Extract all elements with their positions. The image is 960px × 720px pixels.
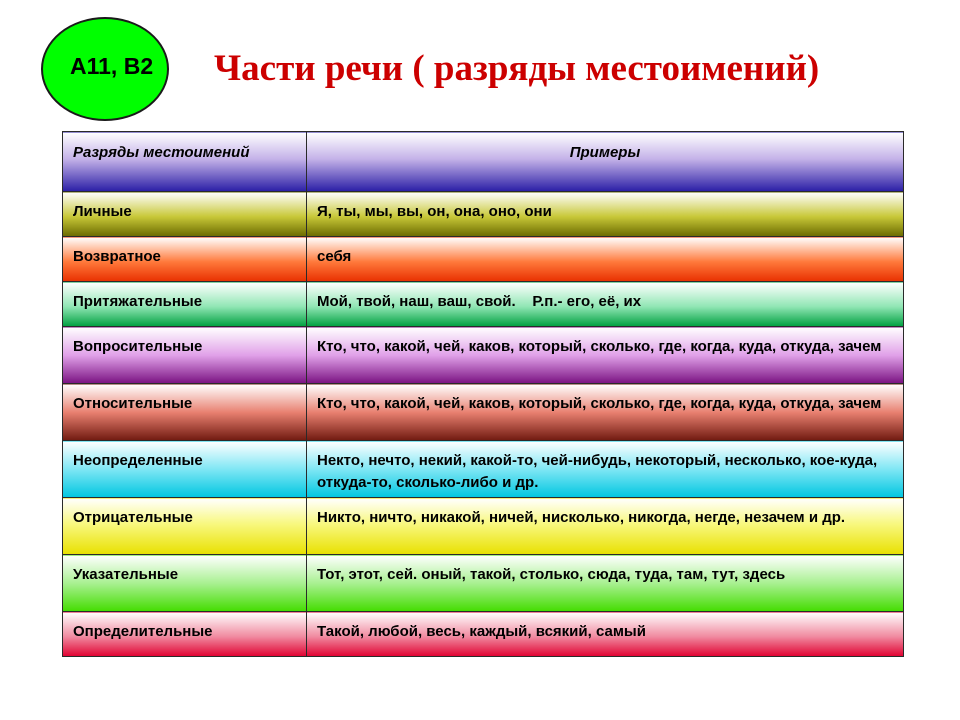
row-examples: Некто, нечто, некий, какой-то, чей-нибудь, некоторый, несколько, кое-куда, откуда-то, сколько-либо и др. <box>307 441 904 498</box>
row-examples: Тот, этот, сей. оный, такой, столько, сюда, туда, там, тут, здесь <box>307 555 904 612</box>
row-category: Личные <box>63 192 307 237</box>
table-header-row <box>63 132 904 192</box>
table-row <box>63 555 904 612</box>
row-examples: Кто, что, какой, чей, каков, который, сколько, где, когда, куда, откуда, зачем <box>307 327 904 384</box>
row-examples: Такой, любой, весь, каждый, всякий, самый <box>307 612 904 657</box>
row-category: Относительные <box>63 384 307 441</box>
table-row <box>63 327 904 384</box>
row-examples: Никто, ничто, никакой, ничей, нисколько, никогда, негде, незачем и др. <box>307 498 904 555</box>
row-examples: себя <box>307 237 904 282</box>
row-examples: Кто, что, какой, чей, каков, который, сколько, где, когда, куда, откуда, зачем <box>307 384 904 441</box>
row-category: Возвратное <box>63 237 307 282</box>
header-categories: Разряды местоимений <box>63 132 307 192</box>
pronoun-categories-table <box>62 131 904 657</box>
table-row <box>63 384 904 441</box>
row-category: Указательные <box>63 555 307 612</box>
row-examples: Мой, твой, наш, ваш, свой. Р.п.- его, её, их <box>307 282 904 327</box>
table-row <box>63 282 904 327</box>
table-row <box>63 237 904 282</box>
badge-label: А11, В2 <box>70 53 154 79</box>
header-examples: Примеры <box>307 132 904 192</box>
table-row <box>63 498 904 555</box>
row-category: Притяжательные <box>63 282 307 327</box>
row-category: Вопросительные <box>63 327 307 384</box>
slide-title: Части речи ( разряды местоимений) <box>214 48 820 89</box>
row-examples: Я, ты, мы, вы, он, она, оно, они <box>307 192 904 237</box>
table-row <box>63 612 904 657</box>
row-category: Отрицательные <box>63 498 307 555</box>
table-row <box>63 192 904 237</box>
table-row <box>63 441 904 498</box>
row-category: Определительные <box>63 612 307 657</box>
row-category: Неопределенные <box>63 441 307 498</box>
